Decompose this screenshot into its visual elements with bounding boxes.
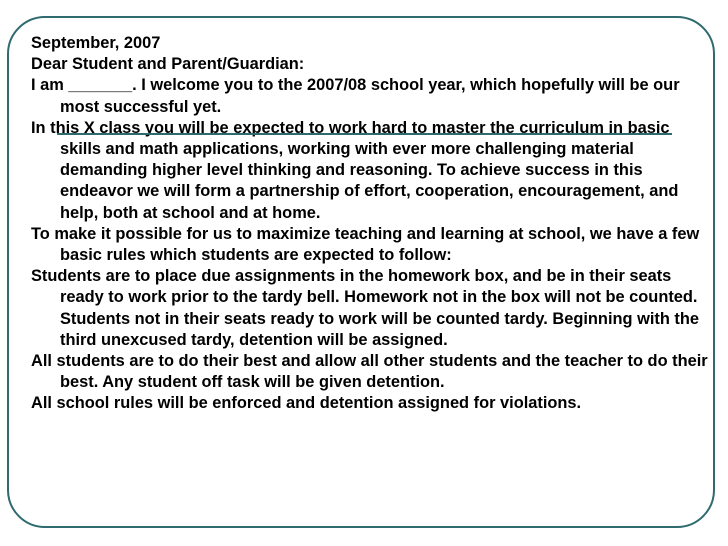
rule-best-effort: All students are to do their best and allow all other students and the teacher to do their best. Any student off task will be given detention. xyxy=(31,352,708,392)
letter-salutation: Dear Student and Parent/Guardian: xyxy=(31,55,305,74)
letter-intro: I am _______. I welcome you to the 2007/08 school year, which hopefully will be our most successful yet. xyxy=(31,76,680,116)
rule-homework: Students are to place due assignments in the homework box, and be in their seats ready to work prior to the tardy bell. Homework not in the box will not be counted. Students not in their seats ready to work will be counted tardy. Beginning with the third unexcused tardy, detention will be assigned. xyxy=(31,267,699,349)
letter-expectations: In this X class you will be expected to work hard to master the curriculum in basic skills and math applications, working with ever more challenging material demanding higher level thinking and reasoning. To achieve success in this endeavor we will form a partnership of effort, cooperation, encouragement, and help, both at school and at home. xyxy=(31,118,679,222)
letter-date: September, 2007 xyxy=(31,34,161,52)
rule-school-rules: All school rules will be enforced and detention assigned for violations. xyxy=(31,394,582,413)
curriculum-underline xyxy=(57,133,672,135)
letter-body xyxy=(31,33,711,415)
letter-rules-intro: To make it possible for us to maximize teaching and learning at school, we have a few basic rules which students are expected to follow: xyxy=(31,224,700,265)
